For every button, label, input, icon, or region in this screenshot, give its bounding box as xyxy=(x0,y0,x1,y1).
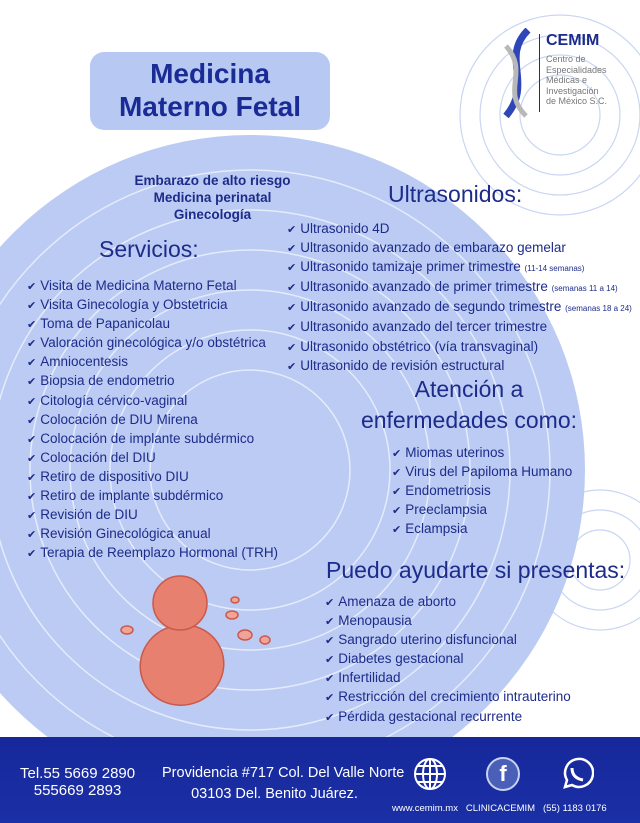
list-item xyxy=(392,444,572,463)
list-item xyxy=(27,277,278,296)
whatsapp-number[interactable]: (55) 1183 0176 xyxy=(542,803,607,814)
list-item-text: Colocación de DIU Mirena xyxy=(40,411,198,427)
check-icon: ✔ xyxy=(27,300,37,313)
check-icon: ✔ xyxy=(27,529,37,542)
globe-icon[interactable] xyxy=(413,757,447,791)
list-item xyxy=(27,544,278,563)
list-item-text: Colocación del DIU xyxy=(40,449,156,465)
phone-2: 555669 2893 xyxy=(33,782,122,799)
list-item xyxy=(392,463,572,482)
whatsapp-icon[interactable] xyxy=(560,757,594,791)
list-item-text: Endometriosis xyxy=(405,483,491,499)
list-item-text: Miomas uterinos xyxy=(405,445,505,460)
check-icon: ✔ xyxy=(287,322,297,335)
logo-tagline: Centro de xyxy=(546,54,586,64)
check-icon: ✔ xyxy=(27,376,37,389)
list-item-text: Valoración ginecológica y/o obstétrica xyxy=(40,335,266,351)
list-item xyxy=(27,411,278,430)
atencion-heading-line2: enfermedades como: xyxy=(360,407,578,433)
list-item xyxy=(287,357,632,376)
list-item xyxy=(287,338,632,357)
check-icon: ✔ xyxy=(325,654,335,667)
list-item xyxy=(287,298,632,318)
list-item xyxy=(27,353,278,372)
list-item xyxy=(27,487,278,506)
phone-1: Tel.55 5669 2890 xyxy=(20,765,136,782)
list-item-text: Ultrasonido avanzado de primer trimestre xyxy=(300,279,548,295)
list-item xyxy=(27,372,278,391)
check-icon: ✔ xyxy=(27,433,37,446)
footer xyxy=(0,737,640,823)
dna-icon xyxy=(500,28,534,118)
website-link[interactable]: www.cemim.mx xyxy=(392,803,458,814)
check-icon: ✔ xyxy=(27,548,37,561)
check-icon: ✔ xyxy=(392,486,402,499)
check-icon: ✔ xyxy=(392,448,402,460)
check-icon: ✔ xyxy=(27,491,37,504)
list-item-text: Retiro de dispositivo DIU xyxy=(40,468,189,484)
list-item-text: Revisión Ginecológica anual xyxy=(40,526,211,542)
check-icon: ✔ xyxy=(287,302,297,315)
check-icon: ✔ xyxy=(325,673,335,686)
check-icon: ✔ xyxy=(287,224,297,236)
list-item xyxy=(392,482,572,501)
list-item-text: Ultrasonido 4D xyxy=(300,221,390,236)
subtitle: Embarazo de alto riesgo xyxy=(134,173,291,188)
list-item-text: Menopausia xyxy=(338,613,412,629)
check-icon: ✔ xyxy=(325,597,335,609)
list-item-text: Retiro de implante subdérmico xyxy=(40,488,224,504)
list-item-text: Infertilidad xyxy=(338,670,401,686)
list-item-text: Sangrado uterino disfuncional xyxy=(338,632,517,648)
check-icon: ✔ xyxy=(325,616,335,629)
check-icon: ✔ xyxy=(27,281,37,293)
check-icon: ✔ xyxy=(27,395,37,408)
list-item-text: Visita de Medicina Materno Fetal xyxy=(40,278,237,293)
list-item-text: Diabetes gestacional xyxy=(338,651,464,667)
list-item-text: Ultrasonido avanzado de segundo trimestre xyxy=(300,299,562,315)
logo-tagline: de México S.C. xyxy=(546,96,608,106)
logo-tagline: Médicas e xyxy=(546,75,588,85)
list-item xyxy=(27,430,278,449)
list-item-text: Colocación de implante subdérmico xyxy=(40,430,255,446)
list-item xyxy=(27,334,278,353)
list-item-text: Citología cérvico-vaginal xyxy=(40,392,188,408)
list-item xyxy=(27,315,278,334)
list-item-note: (semanas 18 a 24) xyxy=(565,304,632,314)
list-item xyxy=(287,318,632,337)
check-icon: ✔ xyxy=(27,319,37,332)
list-item xyxy=(27,392,278,411)
list-item-note: (11-14 semanas) xyxy=(524,264,585,274)
list-item-text: Ultrasonido tamizaje primer trimestre xyxy=(300,259,521,275)
list-item xyxy=(392,520,572,539)
puedo-heading: Puedo ayudarte si presentas: xyxy=(326,557,626,583)
check-icon: ✔ xyxy=(287,341,297,354)
list-item-text: Biopsia de endometrio xyxy=(40,373,175,389)
check-icon: ✔ xyxy=(325,711,335,724)
check-icon: ✔ xyxy=(325,635,335,648)
list-item-text: Ultrasonido avanzado de embarazo gemelar xyxy=(300,240,566,256)
check-icon: ✔ xyxy=(287,262,297,275)
logo-name: CEMIM xyxy=(546,32,600,49)
address-1: Providencia #717 Col. Del Valle Norte xyxy=(162,765,405,781)
check-icon: ✔ xyxy=(325,692,335,705)
servicios-heading: Servicios: xyxy=(99,236,199,262)
list-item xyxy=(287,220,632,239)
list-item-text: Eclampsia xyxy=(405,521,468,537)
check-icon: ✔ xyxy=(27,452,37,465)
check-icon: ✔ xyxy=(27,510,37,523)
atencion-list xyxy=(392,444,572,539)
atencion-heading-line1: Atención a xyxy=(414,376,524,402)
facebook-link[interactable]: CLINICACEMIM xyxy=(465,803,536,814)
logo-tagline: Investigación xyxy=(546,85,599,96)
list-item-text: Restricción del crecimiento intrauterino xyxy=(338,689,571,705)
check-icon: ✔ xyxy=(27,338,37,351)
list-item xyxy=(27,506,278,525)
subtitle: Medicina perinatal xyxy=(153,190,272,205)
list-item-text: Pérdida gestacional recurrente xyxy=(338,708,523,724)
list-item-text: Amenaza de aborto xyxy=(338,594,457,609)
list-item-text: Revisión de DIU xyxy=(40,507,138,523)
title-line1: Medicina xyxy=(150,58,270,89)
check-icon: ✔ xyxy=(392,467,402,480)
list-item-text: Amniocentesis xyxy=(40,354,129,370)
list-item-text: Virus del Papiloma Humano xyxy=(405,464,573,480)
logo-tagline: Especialidades xyxy=(546,64,607,75)
list-item xyxy=(287,239,632,258)
list-item xyxy=(325,708,571,727)
ultrasonidos-heading: Ultrasonidos: xyxy=(388,181,523,207)
list-item xyxy=(27,468,278,487)
list-item-text: Preeclampsia xyxy=(405,502,488,518)
facebook-icon[interactable]: f xyxy=(486,757,520,791)
list-item xyxy=(325,688,571,707)
check-icon: ✔ xyxy=(27,357,37,370)
subtitles xyxy=(100,172,325,223)
check-icon: ✔ xyxy=(287,360,297,373)
ultrasonidos-list xyxy=(287,220,632,376)
list-item xyxy=(325,650,571,669)
servicios-list xyxy=(27,277,278,563)
list-item xyxy=(287,278,632,298)
check-icon: ✔ xyxy=(27,471,37,484)
list-item xyxy=(27,449,278,468)
list-item xyxy=(325,612,571,631)
list-item xyxy=(27,296,278,315)
list-item-text: Terapia de Reemplazo Hormonal (TRH) xyxy=(40,545,279,561)
list-item-text: Toma de Papanicolau xyxy=(40,316,171,332)
check-icon: ✔ xyxy=(392,524,402,537)
list-item-text: Ultrasonido de revisión estructural xyxy=(300,357,505,373)
address-2: 03103 Del. Benito Juárez. xyxy=(191,786,358,802)
title-box xyxy=(90,52,330,130)
check-icon: ✔ xyxy=(27,414,37,427)
check-icon: ✔ xyxy=(287,243,297,256)
list-item xyxy=(392,501,572,520)
list-item xyxy=(325,631,571,650)
check-icon: ✔ xyxy=(392,505,402,518)
list-item xyxy=(287,258,632,278)
cemim-logo xyxy=(500,28,640,118)
puedo-list xyxy=(325,593,571,727)
list-item-text: Ultrasonido obstétrico (vía transvaginal) xyxy=(300,338,539,354)
atencion-heading xyxy=(360,374,578,436)
check-icon: ✔ xyxy=(287,282,297,295)
list-item xyxy=(325,593,571,612)
title-line2: Materno Fetal xyxy=(118,91,302,122)
list-item-text: Ultrasonido avanzado del tercer trimestre xyxy=(300,319,548,335)
list-item-note: (semanas 11 a 14) xyxy=(551,284,618,294)
list-item xyxy=(27,525,278,544)
subtitle: Ginecología xyxy=(173,207,252,222)
list-item xyxy=(325,669,571,688)
list-item-text: Visita Ginecología y Obstetricia xyxy=(40,297,228,313)
